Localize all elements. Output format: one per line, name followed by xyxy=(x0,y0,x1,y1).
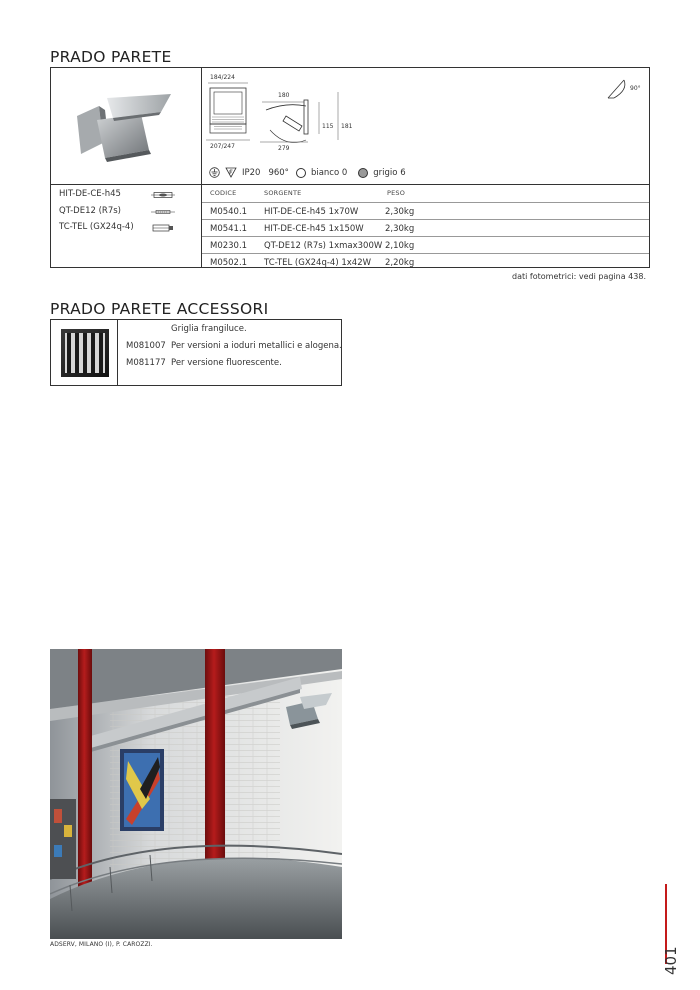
dim-front-top: 184/224 xyxy=(210,74,235,81)
photo-caption: ADSERV, MILANO (I), P. CAROZZI. xyxy=(50,941,153,948)
row-source: QT-DE12 (R7s) 1xmax300W xyxy=(264,241,383,251)
row-source: HIT-DE-CE-h45 1x70W xyxy=(264,207,359,217)
row-code: M0541.1 xyxy=(210,224,248,234)
source-item: QT-DE12 (R7s) xyxy=(59,206,121,216)
ip-rating: IP20 xyxy=(242,167,261,178)
hit-lamp-icon xyxy=(151,191,175,199)
accessory-code: M081007 xyxy=(126,341,166,351)
dim-side-top: 180 xyxy=(278,92,290,99)
product-photo xyxy=(69,88,184,173)
row-code: M0230.1 xyxy=(210,241,248,251)
finish-white-label: bianco 0 xyxy=(310,167,348,178)
dim-side-h1: 115 xyxy=(322,123,334,130)
glow-wire-rating: 960° xyxy=(268,167,289,178)
source-item: TC-TEL (GX24q-4) xyxy=(59,222,134,232)
triangle-f-icon xyxy=(225,167,237,178)
spec-line xyxy=(209,167,406,178)
header-source: SORGENTE xyxy=(264,189,302,197)
box-divider-vertical xyxy=(117,320,118,385)
row-weight: 2,10kg xyxy=(385,241,415,251)
source-item: HIT-DE-CE-h45 xyxy=(59,189,121,199)
table-row xyxy=(202,236,649,253)
table-row xyxy=(202,253,649,270)
row-code: M0540.1 xyxy=(210,207,248,217)
louvre-grille-image xyxy=(57,325,113,381)
section-title-accessori: PRADO PARETE ACCESSORI xyxy=(50,300,269,318)
accessory-heading: Griglia frangiluce. xyxy=(171,324,247,334)
row-weight: 2,20kg xyxy=(385,258,415,268)
finish-grey-swatch xyxy=(358,168,368,178)
angle-label: 90° xyxy=(630,85,641,92)
angle-icon xyxy=(606,76,648,101)
finish-grey-label: grigio 6 xyxy=(373,167,406,178)
page-number: 401 xyxy=(662,946,680,975)
photometric-note: dati fotometrici: vedi pagina 438. xyxy=(512,272,646,281)
page-number-wrap xyxy=(662,946,684,990)
row-weight: 2,30kg xyxy=(385,224,415,234)
row-code: M0502.1 xyxy=(210,258,248,268)
table-header xyxy=(202,185,649,202)
installation-scene xyxy=(50,649,342,939)
header-weight: PESO xyxy=(387,189,406,197)
dimension-drawing xyxy=(206,70,366,160)
row-source: TC-TEL (GX24q-4) 1x42W xyxy=(264,258,372,268)
dim-side-h2: 181 xyxy=(341,123,353,130)
table-row xyxy=(202,219,649,236)
accessory-desc: Per versione fluorescente. xyxy=(171,358,282,368)
header-code: CODICE xyxy=(210,189,237,197)
installation-photo xyxy=(50,649,342,939)
section-title-prado-parete: PRADO PARETE xyxy=(50,48,172,66)
table-row xyxy=(202,202,649,219)
ground-icon xyxy=(209,167,220,178)
accessory-code: M081177 xyxy=(126,358,166,368)
accessory-desc: Per versioni a ioduri metallici e alogena. xyxy=(171,341,342,351)
dim-side-bottom: 279 xyxy=(278,145,290,152)
product-box xyxy=(50,67,650,268)
row-weight: 2,30kg xyxy=(385,207,415,217)
accessories-box xyxy=(50,319,342,386)
dim-front-bottom: 207/247 xyxy=(210,143,235,150)
finish-white-swatch xyxy=(296,168,306,178)
fluorescent-lamp-icon xyxy=(151,224,175,232)
beam-angle-diagram xyxy=(606,76,648,101)
product-table xyxy=(202,185,649,270)
row-source: HIT-DE-CE-h45 1x150W xyxy=(264,224,364,234)
linear-halogen-lamp-icon xyxy=(151,208,175,216)
